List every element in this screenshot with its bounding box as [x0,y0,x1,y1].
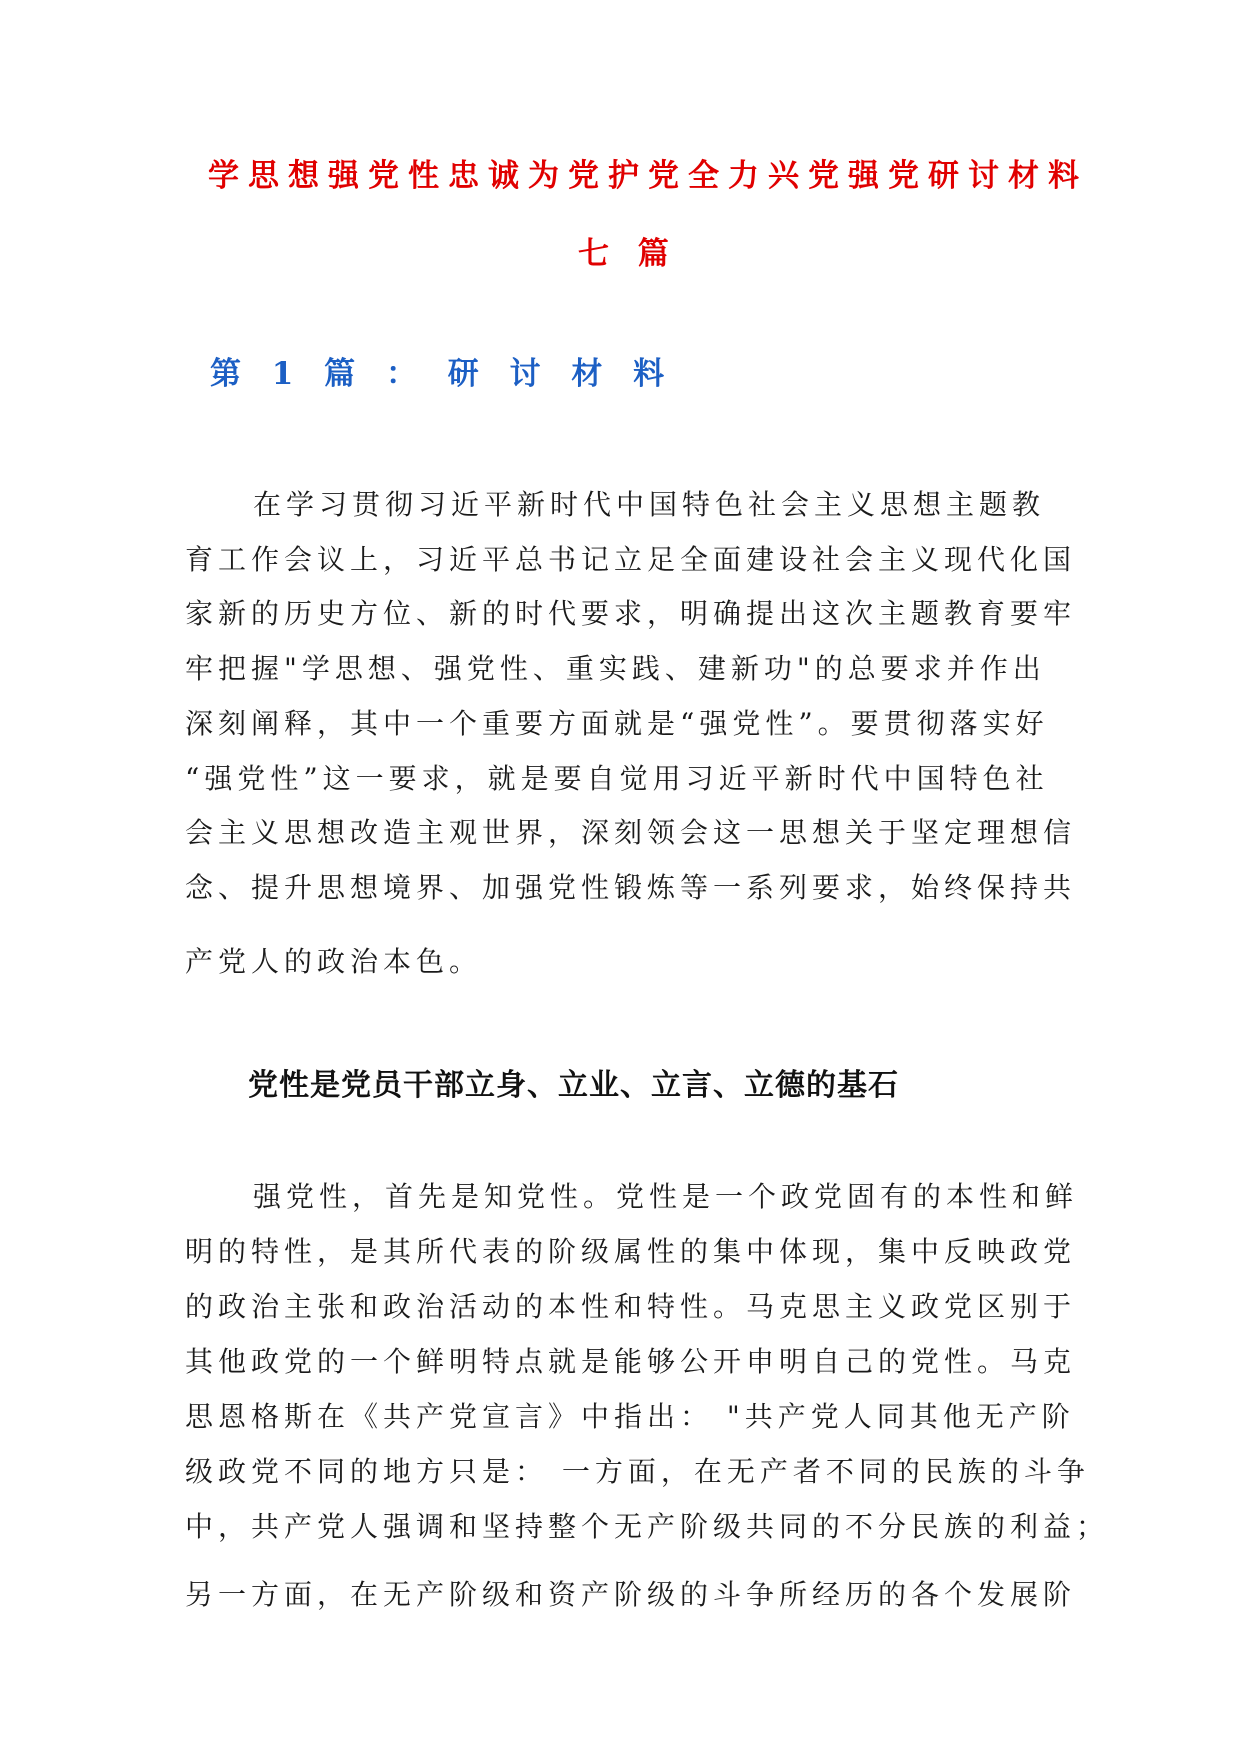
paragraph-2-line: 思恩格斯在《共产党宣言》中指出： "共产党人同其他无产阶 [185,1400,1075,1433]
paragraph-1-line: 念、提升思想境界、加强党性锻炼等一系列要求，始终保持共 [185,871,1077,904]
paragraph-2-line: 明的特性，是其所代表的阶级属性的集中体现，集中反映政党 [185,1235,1077,1268]
paragraph-2-line: 其他政党的一个鲜明特点就是能够公开申明自己的党性。马克 [185,1345,1077,1378]
paragraph-1-line: 家新的历史方位、新的时代要求，明确提出这次主题教育要牢 [185,597,1077,630]
paragraph-1-line: 育工作会议上，习近平总书记立足全面建设社会主义现代化国 [185,543,1077,576]
paragraph-2-line: 强党性，首先是知党性。党性是一个政党固有的本性和鲜 [253,1180,1079,1213]
section-heading: 党性是党员干部立身、立业、立言、立德的基石 [248,1068,899,1103]
paragraph-2-line: 另一方面，在无产阶级和资产阶级的斗争所经历的各个发展阶 [185,1578,1077,1611]
document-title-line-2: 七 篇 [578,236,678,272]
section-subtitle: 第 1 篇 ： 研 讨 材 料 [210,356,675,392]
paragraph-1-line: 深刻阐释，其中一个重要方面就是“强党性”。要贯彻落实好 [185,707,1049,740]
paragraph-1-line: “强党性”这一要求，就是要自觉用习近平新时代中国特色社 [185,762,1049,795]
paragraph-1-line: 会主义思想改造主观世界，深刻领会这一思想关于坚定理想信 [185,816,1077,849]
paragraph-2-line: 的政治主张和政治活动的本性和特性。马克思主义政党区别于 [185,1290,1077,1323]
document-title-line-1: 学思想强党性忠诚为党护党全力兴党强党研讨材料 [208,158,1088,194]
paragraph-2-line: 级政党不同的地方只是： 一方面，在无产者不同的民族的斗争 [185,1455,1090,1488]
paragraph-2-line: 中，共产党人强调和坚持整个无产阶级共同的不分民族的利益； [185,1510,1110,1543]
paragraph-1-line: 产党人的政治本色。 [185,945,483,978]
paragraph-1-line: 在学习贯彻习近平新时代中国特色社会主义思想主题教 [253,488,1046,521]
paragraph-1-line: 牢把握"学思想、强党性、重实践、建新功"的总要求并作出 [185,652,1046,685]
